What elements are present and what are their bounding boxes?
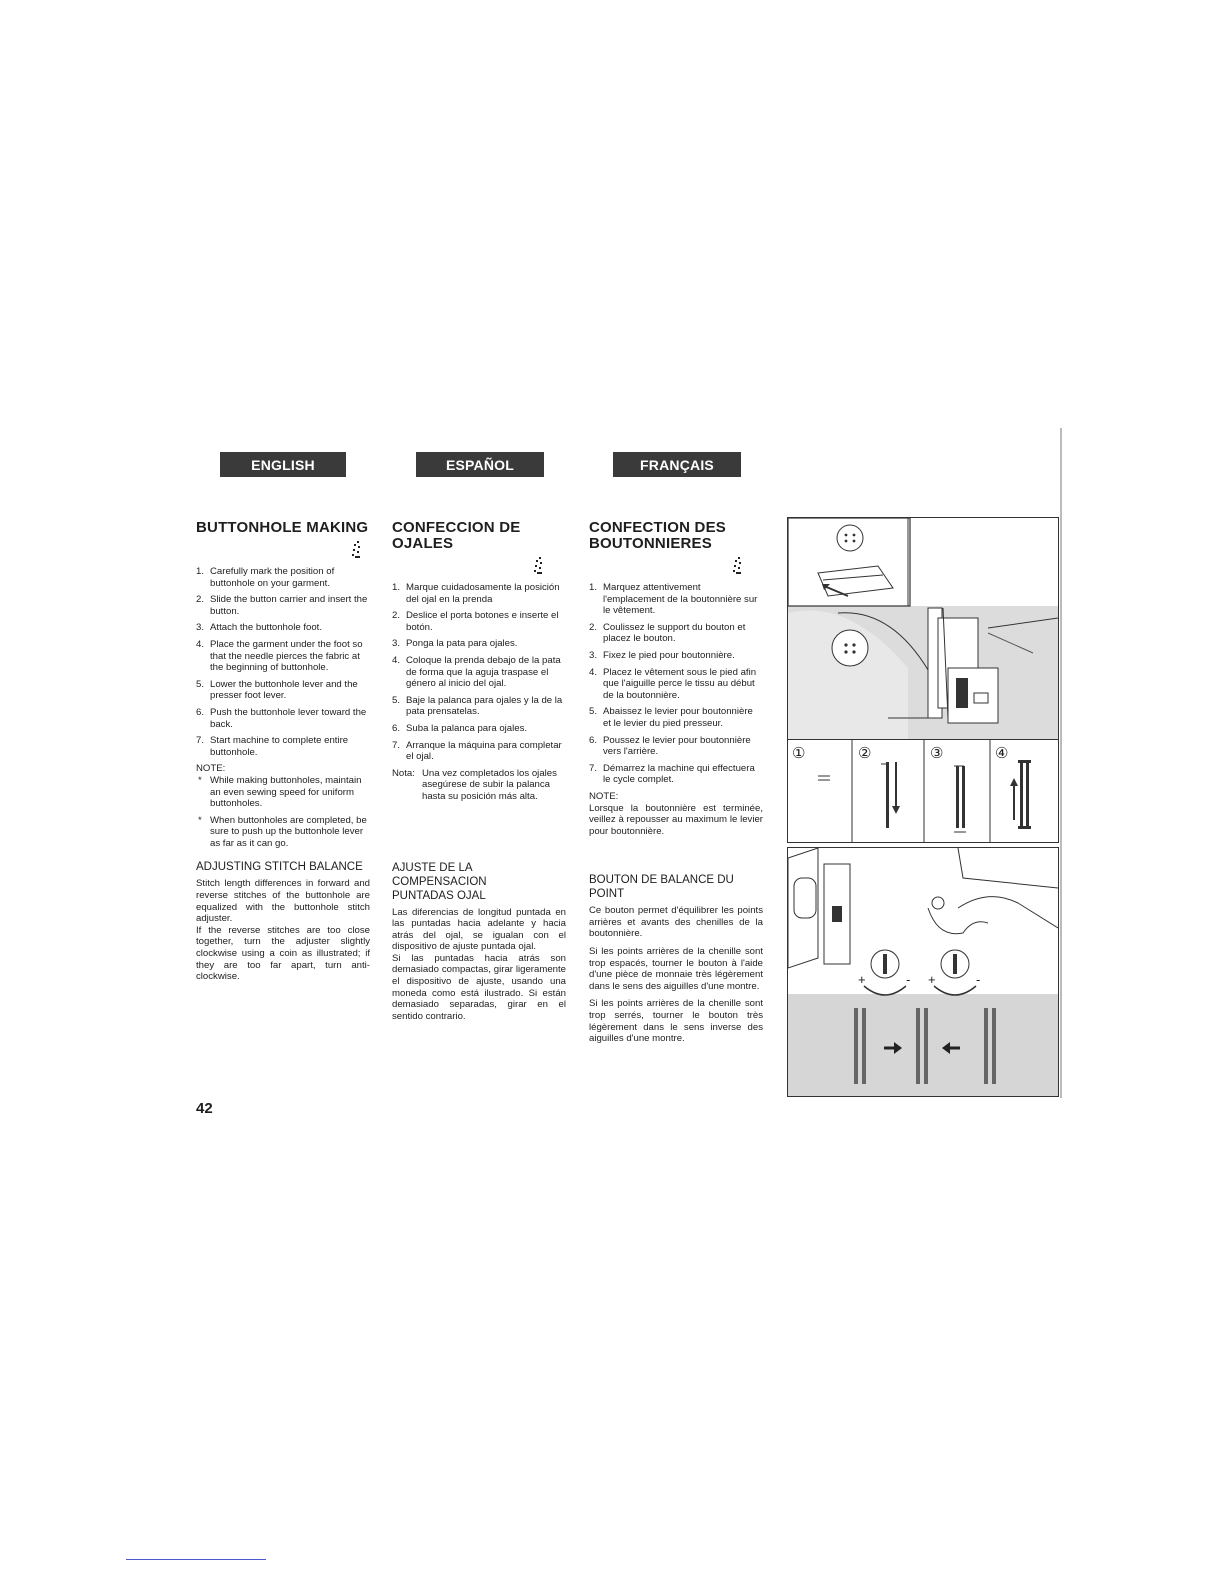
- plus-sign: +: [928, 972, 936, 987]
- tab-francais: FRANÇAIS: [613, 452, 741, 477]
- list-item: 5. Lower the buttonhole lever and the presser foot lever.: [196, 678, 358, 702]
- francais-balance-p2: Si les points arrières de la chenille sont trop espacés, tourner le bouton à l'aide d'une pièce de monnaie très légèrement dans le sens des aiguilles d'une montre.: [589, 946, 763, 992]
- list-item: 5. Abaissez le levier pour boutonnière et le levier du pied presseur.: [589, 706, 753, 729]
- buttonhole-steps-diagram: [787, 739, 1059, 843]
- list-item: 1. Carefully mark the position of buttonhole on your garment.: [196, 566, 335, 589]
- list-item: 7. Start machine to complete entire buttonhole.: [196, 735, 349, 758]
- buttonhole-icon: [196, 540, 370, 562]
- note-item: * While making buttonholes, maintain an even sewing speed for uniform buttonholes.: [198, 774, 362, 810]
- francais-balance-title: BOUTON DE BALANCE DU POINT: [589, 874, 734, 901]
- list-item: 2. Coulissez le support du bouton et placez le bouton.: [589, 621, 746, 645]
- list-item: 3. Ponga la pata para ojales.: [392, 638, 518, 650]
- list-item: 4. Placez le vêtement sous le pied afin que l'aiguille perce le tissu au début de la boutonnière.: [589, 666, 757, 701]
- list-item: 7. Arranque la máquina para completar el ojal.: [392, 739, 562, 763]
- list-item: 4. Place the garment under the foot so that the needle pierces the fabric at the beginning of buttonhole.: [196, 638, 363, 674]
- step-1-label: ①: [792, 745, 806, 762]
- list-item: 6. Push the buttonhole lever toward the back.: [196, 706, 367, 730]
- buttonhole-icon: [392, 556, 566, 578]
- list-item: 3. Fixez le pied pour boutonnière.: [589, 649, 735, 661]
- francais-note-label: NOTE:: [589, 790, 619, 802]
- english-column: [196, 520, 370, 989]
- english-note-label: NOTE:: [196, 763, 226, 775]
- list-item: 6. Suba la palanca para ojales.: [392, 722, 528, 734]
- list-item: 7. Démarrez la machine qui effectuera le cycle complet.: [589, 762, 755, 786]
- espanol-title: CONFECCION DE OJALES: [392, 519, 521, 552]
- francais-column: [589, 520, 763, 1051]
- step-2-label: ②: [858, 745, 872, 762]
- francais-balance-p1: Ce bouton permet d'équilibrer les points arrières et avants des chenilles de la boutonnière.: [589, 905, 763, 940]
- francais-steps: [589, 582, 763, 786]
- footnote-rule: [126, 1559, 266, 1560]
- minus-sign: -: [976, 972, 981, 987]
- list-item: 1. Marquez attentivement l'emplacement de la boutonnière sur le vêtement.: [589, 582, 758, 617]
- espanol-balance-title: AJUSTE DE LA COMPENSACION PUNTADAS OJAL: [392, 861, 487, 902]
- buttonhole-foot-illustration: [787, 517, 1059, 741]
- english-balance-p2: If the reverse stitches are too close together, turn the adjuster slightly clockwise using a coin as illustrated; if they are too far apart, turn anti-clockwise.: [196, 924, 370, 983]
- tab-espanol: ESPAÑOL: [416, 452, 544, 477]
- english-title: BUTTONHOLE MAKING: [196, 519, 369, 536]
- espanol-balance-p2: Si las puntadas hacia atrás son demasiado compactas, girar ligeramente el dispositivo de ajuste, usando una moneda como está ilustrado. Si están demasiado separadas, girar en el sentido contrario.: [392, 952, 566, 1022]
- step-3-label: ③: [930, 745, 944, 762]
- list-item: 2. Deslice el porta botones e inserte el botón.: [392, 610, 559, 633]
- step-4-label: ④: [995, 745, 1009, 762]
- francais-balance-p3: Si les points arrières de la chenille sont trop serrés, tourner le bouton très légèrement dans le sens inverse des aiguilles d'une montre.: [589, 998, 763, 1045]
- list-item: 5. Baje la palanca para ojales y la de la pata prensatelas.: [392, 694, 563, 718]
- buttonhole-icon: [589, 556, 763, 578]
- english-balance-p1: Stitch length differences in forward and reverse stitches of the buttonhole are equalized with the buttonhole stitch adjuster.: [196, 878, 370, 925]
- espanol-balance-p1: Las diferencias de longitud puntada en las puntadas hacia adelante y hacia atrás del ojal, se igualan con el dispositivo de ajuste puntada ojal.: [392, 906, 566, 953]
- list-item: 1. Marque cuidadosamente la posición del ojal en la prenda: [392, 582, 560, 605]
- tab-english: ENGLISH: [220, 452, 346, 477]
- page-edge-line: [1060, 428, 1062, 1098]
- list-item: 6. Poussez le levier pour boutonnière vers l'arrière.: [589, 734, 751, 758]
- english-balance-title: ADJUSTING STITCH BALANCE: [196, 861, 363, 874]
- minus-sign: -: [906, 972, 911, 987]
- plus-sign: +: [858, 972, 866, 987]
- list-item: 3. Attach the buttonhole foot.: [196, 622, 323, 634]
- espanol-note: Nota: Una vez completados los ojales asegúrese de subir la palanca hasta su posición más alta.: [392, 767, 557, 802]
- note-item: * When buttonholes are completed, be sure to push up the buttonhole lever as far as it can go.: [198, 814, 367, 849]
- stitch-balance-illustration: [787, 847, 1059, 1097]
- espanol-column: [392, 520, 566, 1028]
- espanol-steps: [392, 582, 566, 763]
- francais-note: Lorsque la boutonnière est terminée, veillez à repousser au maximum le levier pour boutonnière.: [589, 802, 763, 837]
- english-steps: [196, 566, 370, 758]
- page-number: 42: [196, 1100, 213, 1117]
- list-item: 2. Slide the button carrier and insert the button.: [196, 594, 368, 617]
- francais-title: CONFECTION DES BOUTONNIERES: [589, 519, 726, 552]
- list-item: 4. Coloque la prenda debajo de la pata de forma que la aguja traspase el género al inicio del ojal.: [392, 654, 561, 690]
